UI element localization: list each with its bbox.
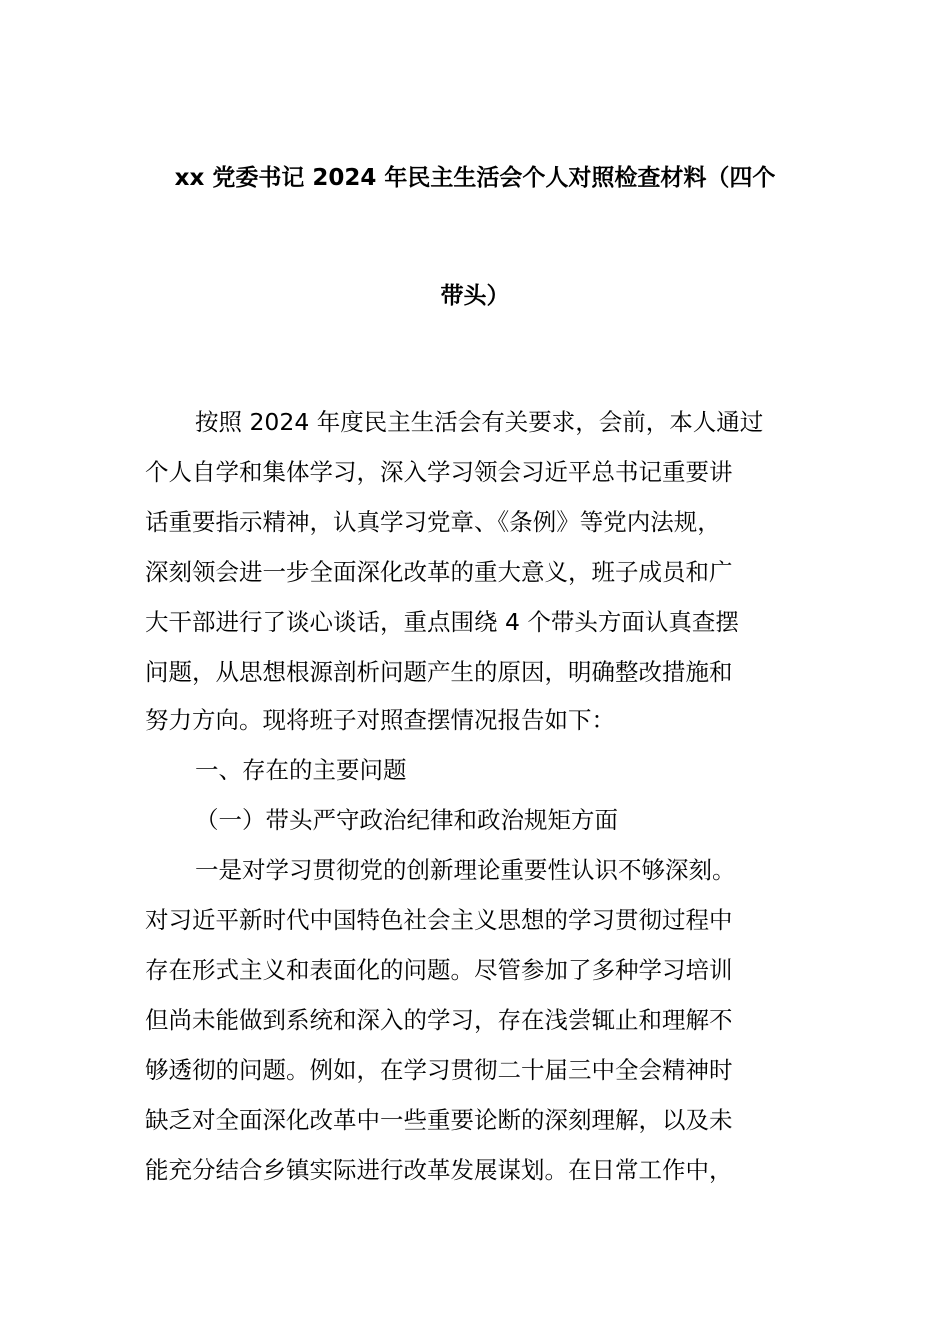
- document-title-line-2: 带头）: [440, 283, 510, 309]
- paragraph-line: 按照 2024 年度民主生活会有关要求，会前，本人通过: [195, 408, 764, 436]
- paragraph-line: 但尚未能做到系统和深入的学习，存在浅尝辄止和理解不: [145, 1006, 733, 1034]
- document-title-line-1: xx 党委书记 2024 年民主生活会个人对照检查材料（四个: [174, 165, 776, 191]
- paragraph-line: 够透彻的问题。例如，在学习贯彻二十届三中全会精神时: [145, 1056, 733, 1084]
- paragraph-line: 缺乏对全面深化改革中一些重要论断的深刻理解，以及未: [145, 1106, 733, 1134]
- paragraph-line: 深刻领会进一步全面深化改革的重大意义，班子成员和广: [145, 558, 733, 586]
- paragraph-line: 对习近平新时代中国特色社会主义思想的学习贯彻过程中: [145, 906, 733, 934]
- subsection-heading: （一）带头严守政治纪律和政治规矩方面: [195, 806, 618, 834]
- section-heading: 一、存在的主要问题: [195, 756, 407, 784]
- paragraph-line: 努力方向。现将班子对照查摆情况报告如下：: [145, 706, 615, 734]
- paragraph-line: 存在形式主义和表面化的问题。尽管参加了多种学习培训: [145, 956, 733, 984]
- paragraph-line: 能充分结合乡镇实际进行改革发展谋划。在日常工作中，: [145, 1156, 733, 1184]
- paragraph-line: 大干部进行了谈心谈话，重点围绕 4 个带头方面认真查摆: [145, 608, 739, 636]
- paragraph-line: 一是对学习贯彻党的创新理论重要性认识不够深刻。: [195, 856, 736, 884]
- paragraph-line: 问题，从思想根源剖析问题产生的原因，明确整改措施和: [145, 658, 733, 686]
- paragraph-line: 话重要指示精神，认真学习党章、《条例》等党内法规，: [145, 508, 721, 536]
- paragraph-line: 个人自学和集体学习，深入学习领会习近平总书记重要讲: [145, 458, 733, 486]
